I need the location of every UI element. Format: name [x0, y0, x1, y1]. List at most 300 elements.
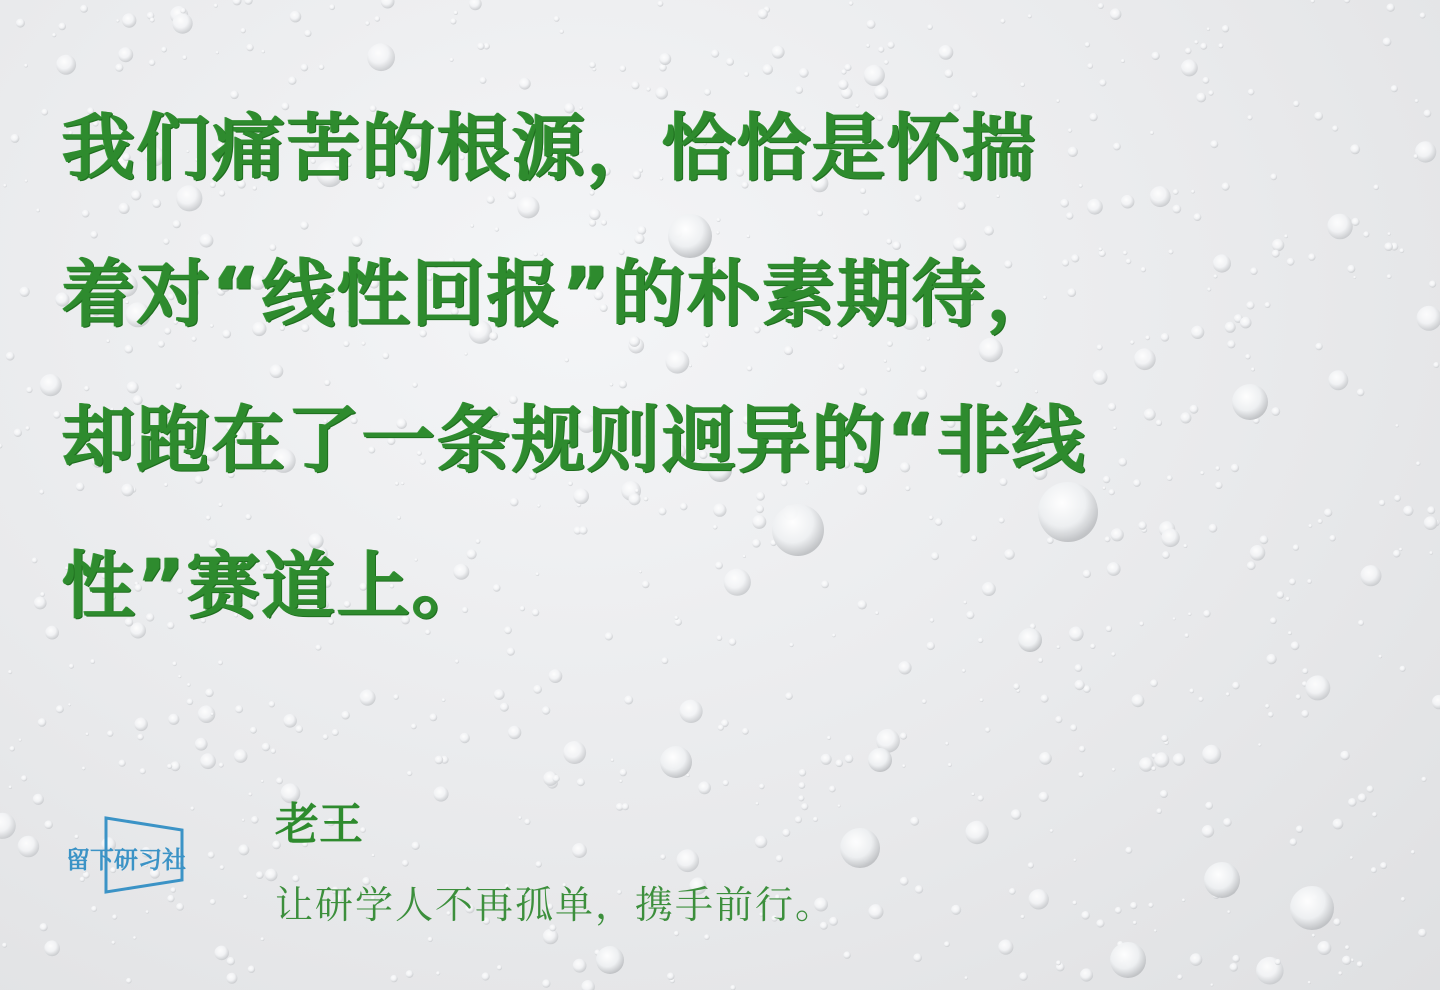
- water-drop: [429, 714, 437, 722]
- water-drop: [898, 661, 911, 674]
- water-drop: [910, 817, 919, 826]
- water-drop: [187, 699, 194, 706]
- water-drop: [1205, 802, 1213, 810]
- water-drop: [726, 58, 734, 66]
- water-drop: [248, 966, 255, 973]
- water-drop: [122, 13, 136, 27]
- water-drop: [657, 1, 663, 7]
- water-drop: [1019, 972, 1028, 981]
- water-drop: [39, 490, 44, 495]
- water-drop: [572, 843, 587, 858]
- water-drop: [411, 724, 417, 730]
- tagline: 让研学人不再孤单，携手前行。: [275, 883, 836, 927]
- water-drop: [762, 64, 773, 75]
- water-drop: [494, 689, 505, 700]
- water-drop: [915, 885, 923, 893]
- water-drop: [1081, 911, 1090, 920]
- water-drop: [1202, 825, 1215, 838]
- water-drop: [1151, 52, 1159, 60]
- water-drop: [711, 50, 719, 58]
- water-drop: [112, 914, 117, 919]
- water-drop: [553, 775, 560, 782]
- water-drop: [1125, 847, 1132, 854]
- water-drop: [549, 669, 563, 683]
- water-drop: [1121, 59, 1125, 63]
- water-drop: [1414, 154, 1419, 159]
- water-drop: [365, 21, 370, 26]
- water-drop: [542, 979, 550, 987]
- water-drop: [1085, 42, 1090, 47]
- water-drop: [1160, 790, 1168, 798]
- water-drop: [172, 13, 192, 33]
- water-drop: [1087, 63, 1093, 69]
- water-drop: [1432, 695, 1440, 709]
- water-drop: [867, 20, 876, 29]
- water-drop: [1150, 679, 1158, 687]
- water-drop: [332, 729, 339, 736]
- water-drop: [407, 771, 412, 776]
- water-drop: [1223, 818, 1232, 827]
- water-drop: [435, 756, 444, 765]
- water-drop: [68, 703, 71, 706]
- water-drop: [1258, 743, 1261, 746]
- water-drop: [1301, 710, 1309, 718]
- quote-line: 着对“线性回报”的朴素期待，: [62, 252, 1062, 337]
- water-drop: [119, 760, 126, 767]
- water-drop: [868, 904, 883, 919]
- water-drop: [1229, 963, 1238, 972]
- water-drop: [436, 971, 440, 975]
- water-drop: [1265, 704, 1270, 709]
- water-drop: [16, 19, 25, 28]
- water-drop: [536, 861, 542, 867]
- water-drop: [1344, 0, 1350, 3]
- water-drop: [813, 817, 818, 822]
- water-drop: [718, 725, 724, 731]
- water-drop: [1400, 666, 1406, 672]
- water-drop: [1340, 751, 1350, 761]
- water-drop: [261, 780, 264, 783]
- water-drop: [1232, 682, 1240, 690]
- water-drop: [218, 660, 223, 665]
- water-drop: [238, 844, 249, 855]
- water-drop: [372, 854, 375, 857]
- water-drop: [393, 694, 399, 700]
- water-drop: [1429, 281, 1436, 288]
- water-drop: [620, 769, 627, 776]
- water-drop: [1115, 907, 1122, 914]
- water-drop: [1096, 919, 1104, 927]
- water-drop: [1415, 99, 1419, 103]
- water-drop: [86, 733, 89, 736]
- water-drop: [482, 972, 490, 980]
- water-drop: [1296, 826, 1303, 833]
- water-drop: [945, 742, 949, 746]
- water-drop: [1399, 548, 1402, 551]
- water-drop: [1401, 897, 1406, 902]
- water-drop: [381, 0, 395, 9]
- water-drop: [1416, 461, 1420, 465]
- water-drop: [939, 45, 954, 60]
- water-drop: [1000, 19, 1005, 24]
- author-name: 老王: [275, 799, 363, 850]
- water-drop: [137, 734, 143, 740]
- water-drop: [18, 836, 40, 858]
- water-drop: [772, 46, 785, 59]
- water-drop: [1396, 424, 1399, 427]
- water-drop: [1133, 921, 1137, 925]
- water-drop: [951, 905, 961, 915]
- water-drop: [1226, 692, 1230, 696]
- water-drop: [581, 980, 595, 990]
- water-drop: [241, 28, 246, 33]
- water-drop: [19, 287, 29, 297]
- water-drop: [845, 755, 854, 764]
- logo-text: 留下研习社: [66, 846, 186, 874]
- water-drop: [323, 734, 329, 740]
- water-drop: [262, 743, 271, 752]
- water-drop: [704, 934, 710, 940]
- water-drop: [341, 711, 350, 720]
- water-drop: [172, 662, 177, 667]
- water-drop: [26, 387, 32, 393]
- water-drop: [1074, 680, 1084, 690]
- water-drop: [246, 44, 253, 51]
- water-drop: [367, 43, 395, 71]
- water-drop: [149, 59, 156, 66]
- water-drop: [2, 943, 7, 948]
- water-drop: [1185, 48, 1192, 55]
- water-drop: [1371, 867, 1377, 873]
- water-drop: [758, 9, 768, 19]
- water-drop: [508, 726, 521, 739]
- water-drop: [44, 940, 60, 956]
- water-drop: [913, 953, 922, 962]
- water-drop: [187, 683, 191, 687]
- water-drop: [887, 42, 894, 49]
- water-drop: [428, 937, 433, 942]
- water-drop: [216, 51, 219, 54]
- water-drop: [1050, 829, 1054, 833]
- water-drop: [1311, 0, 1315, 3]
- water-drop: [971, 793, 974, 796]
- water-drop: [40, 923, 48, 931]
- water-drop: [1394, 495, 1401, 502]
- water-drop: [1039, 792, 1049, 802]
- water-drop: [450, 18, 456, 24]
- water-drop: [176, 903, 184, 911]
- water-drop: [1198, 697, 1203, 702]
- water-drop: [82, 767, 86, 771]
- water-drop: [1417, 306, 1440, 331]
- water-drop: [1403, 506, 1413, 516]
- water-drop: [723, 780, 729, 786]
- water-drop: [1148, 903, 1153, 908]
- water-drop: [168, 714, 179, 725]
- water-drop: [1348, 798, 1357, 807]
- water-drop: [469, 0, 482, 10]
- water-drop: [533, 685, 542, 694]
- water-drop: [112, 941, 116, 945]
- water-drop: [269, 701, 275, 707]
- water-drop: [948, 763, 952, 767]
- water-drop: [1029, 889, 1049, 909]
- water-drop: [1227, 910, 1230, 913]
- water-drop: [0, 813, 16, 839]
- water-drop: [41, 109, 48, 116]
- water-drop: [40, 592, 45, 597]
- water-drop: [319, 64, 325, 70]
- water-drop: [1189, 689, 1194, 694]
- water-drop: [1367, 786, 1374, 793]
- water-drop: [1112, 768, 1116, 772]
- water-drop: [126, 978, 132, 984]
- water-drop: [1433, 362, 1439, 368]
- water-drop: [1420, 13, 1426, 19]
- water-drop: [799, 769, 806, 776]
- water-drop: [1207, 27, 1210, 30]
- water-drop: [1072, 901, 1077, 906]
- water-drop: [1342, 956, 1351, 965]
- water-drop: [1139, 757, 1154, 772]
- water-drop: [980, 698, 984, 702]
- water-drop: [115, 64, 123, 72]
- water-drop: [698, 781, 711, 794]
- water-drop: [900, 877, 909, 886]
- water-drop: [227, 957, 235, 965]
- water-drop: [686, 774, 689, 777]
- water-drop: [256, 871, 264, 879]
- water-drop: [985, 727, 990, 732]
- water-drop: [180, 8, 186, 14]
- water-drop: [785, 692, 793, 700]
- water-drop: [838, 804, 841, 807]
- water-drop: [205, 689, 214, 698]
- water-drop: [261, 937, 265, 941]
- water-drop: [24, 64, 28, 68]
- water-drop: [1357, 961, 1363, 967]
- water-drop: [33, 794, 44, 805]
- water-drop: [1411, 850, 1415, 854]
- logo: [64, 816, 224, 894]
- water-drop: [1372, 812, 1377, 817]
- water-drop: [1070, 724, 1077, 731]
- water-drop: [759, 784, 765, 790]
- water-drop: [497, 965, 502, 970]
- water-drop: [295, 725, 303, 733]
- water-drop: [32, 558, 38, 564]
- water-drop: [116, 19, 119, 22]
- water-drop: [1427, 506, 1435, 514]
- water-drop: [1358, 793, 1367, 802]
- water-drop: [1011, 809, 1022, 820]
- water-drop: [1075, 664, 1083, 672]
- water-drop: [1379, 500, 1385, 506]
- water-drop: [962, 669, 966, 673]
- water-drop: [1388, 232, 1391, 235]
- water-drop: [1296, 694, 1301, 699]
- water-drop: [1308, 981, 1311, 984]
- water-drop: [450, 58, 454, 62]
- water-drop: [965, 976, 968, 979]
- water-drop: [133, 936, 136, 939]
- water-drop: [1190, 953, 1203, 966]
- water-drop: [1073, 859, 1076, 862]
- water-drop: [56, 55, 76, 75]
- water-drop: [53, 411, 61, 419]
- water-drop: [1039, 752, 1052, 765]
- water-drop: [829, 786, 836, 793]
- water-drop: [69, 664, 74, 669]
- water-drop: [755, 836, 768, 849]
- water-drop: [58, 23, 66, 31]
- water-drop: [283, 714, 297, 728]
- water-drop: [190, 807, 194, 811]
- water-drop: [1424, 516, 1438, 530]
- water-drop: [1391, 85, 1398, 92]
- quote-text: [62, 76, 1362, 660]
- water-drop: [902, 764, 905, 767]
- water-drop: [40, 374, 62, 396]
- water-drop: [1154, 752, 1169, 767]
- water-drop: [243, 895, 247, 899]
- water-drop: [878, 47, 884, 53]
- quote-line: 性”赛道上。: [62, 544, 487, 629]
- water-drop: [1312, 934, 1315, 937]
- water-drop: [660, 854, 666, 860]
- water-drop: [44, 820, 53, 829]
- water-drop: [442, 698, 446, 702]
- water-drop: [1131, 694, 1144, 707]
- water-drop: [589, 62, 596, 69]
- water-drop: [235, 705, 243, 713]
- water-drop: [1360, 565, 1381, 586]
- water-drop: [518, 816, 521, 819]
- water-drop: [524, 819, 530, 825]
- water-drop: [742, 728, 749, 735]
- water-drop: [91, 906, 97, 912]
- water-drop: [161, 47, 167, 53]
- water-drop: [1161, 735, 1168, 742]
- water-drop: [38, 718, 47, 727]
- quote-line: 我们痛苦的根源，恰恰是怀揣: [62, 106, 1037, 191]
- water-drop: [676, 849, 699, 872]
- water-drop: [80, 5, 88, 13]
- water-drop: [234, 749, 248, 763]
- water-drop: [667, 973, 675, 981]
- water-drop: [922, 699, 927, 704]
- water-drop: [1130, 902, 1137, 909]
- water-drop: [1098, 3, 1104, 9]
- water-drop: [390, 975, 397, 982]
- water-drop: [1202, 745, 1221, 764]
- water-drop: [214, 4, 218, 8]
- water-drop: [801, 803, 808, 810]
- water-drop: [1399, 248, 1404, 253]
- water-drop: [433, 786, 448, 801]
- water-drop: [795, 816, 802, 823]
- water-drop: [1210, 983, 1213, 986]
- water-drop: [150, 18, 155, 23]
- water-drop: [134, 718, 148, 732]
- water-drop: [1177, 974, 1182, 979]
- water-drop: [835, 760, 843, 768]
- water-drop: [611, 758, 614, 761]
- water-drop: [25, 179, 28, 182]
- water-drop: [1194, 40, 1198, 44]
- water-drop: [866, 44, 870, 48]
- water-drop: [756, 802, 759, 805]
- water-drop: [1013, 683, 1019, 689]
- water-drop: [411, 842, 419, 850]
- water-drop: [1386, 4, 1394, 12]
- water-drop: [8, 670, 12, 674]
- water-drop: [167, 764, 172, 769]
- water-drop: [276, 777, 283, 784]
- water-drop: [34, 597, 47, 610]
- water-drop: [25, 426, 29, 430]
- water-drop: [884, 60, 889, 65]
- water-drop: [248, 792, 252, 796]
- water-drop: [1156, 808, 1162, 814]
- water-drop: [454, 11, 458, 15]
- water-drop: [146, 910, 149, 913]
- water-drop: [233, 0, 242, 5]
- water-drop: [250, 727, 257, 734]
- water-drop: [1333, 819, 1344, 830]
- water-drop: [1080, 968, 1093, 981]
- water-drop: [9, 786, 12, 789]
- water-drop: [359, 690, 375, 706]
- water-drop: [619, 780, 622, 783]
- water-drop: [6, 352, 15, 361]
- water-drop: [849, 1, 854, 6]
- water-drop: [563, 741, 586, 764]
- water-drop: [1078, 772, 1083, 777]
- water-drop: [195, 738, 208, 751]
- water-drop: [219, 763, 224, 768]
- water-drop: [776, 855, 783, 862]
- water-drop: [944, 941, 950, 947]
- water-drop: [140, 768, 146, 774]
- water-drop: [827, 736, 831, 740]
- water-drop: [560, 29, 564, 33]
- water-drop: [841, 69, 846, 74]
- water-drop: [477, 43, 484, 50]
- water-drop: [998, 940, 1013, 955]
- water-drop: [45, 626, 59, 640]
- water-drop: [1200, 43, 1207, 50]
- water-drop: [36, 209, 40, 213]
- water-drop: [1110, 8, 1122, 20]
- water-drop: [200, 753, 216, 769]
- water-drop: [1379, 655, 1383, 659]
- water-drop: [730, 985, 735, 990]
- water-drop: [1151, 766, 1156, 771]
- water-drop: [1021, 915, 1025, 919]
- water-drop: [900, 733, 907, 740]
- water-drop: [1305, 675, 1330, 700]
- water-drop: [56, 705, 64, 713]
- water-drop: [1079, 746, 1086, 753]
- water-drop: [1173, 753, 1185, 765]
- water-drop: [210, 899, 216, 905]
- water-drop: [10, 746, 15, 751]
- water-drop: [271, 748, 276, 753]
- water-drop: [304, 30, 311, 37]
- water-drop: [1154, 929, 1157, 932]
- water-drop: [52, 33, 56, 37]
